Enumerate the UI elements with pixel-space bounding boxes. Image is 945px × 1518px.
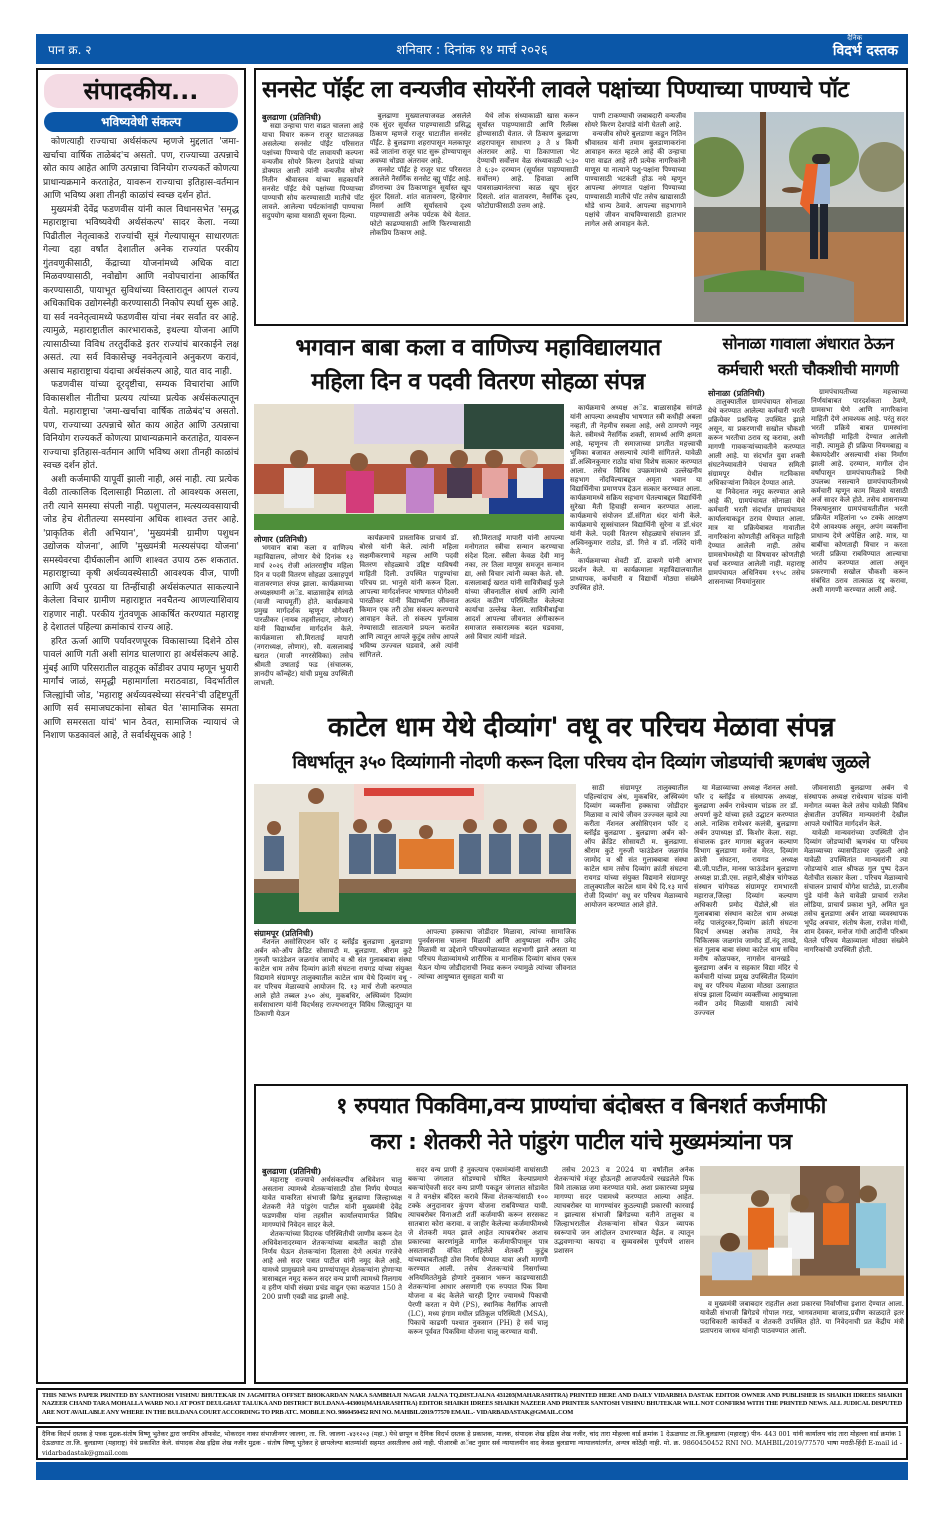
article-katel-lower-columns bbox=[254, 928, 576, 1078]
headline-college-line2: महिला दिन व पदवी वितरण सोहळा संपन्न bbox=[311, 369, 645, 395]
paragraph: सद्या उन्हाचा पारा वाढत चालला आहे याचा विचार करून राजूर घाटाजवळ असलेल्या सनसेट पॉईंट परिसरात पक्षांच्या पिण्याचे पॉट लावायची कल्पना वन्यजीव सोयरे किरण देशपांडे यांच्या डोक्यात आली त्यांनी वन्यजीव सोयरे नितीन श्रीवास्तव यांच्या सहकार्याने सनसेट पॉईंट येथे पक्षांच्या पिण्याच्या पाण्याची सोय करण्यासाठी मातीचे पॉट लावले. आलेल्या पर्यटकांनाही पाण्याचा सदुपयोग व्हावा यासाठी सूचना दिल्या. bbox=[262, 122, 364, 220]
article-farmers-columns bbox=[262, 1166, 694, 1380]
paragraph: आपल्या हक्काचा जोडीदार मिळावा, त्यांच्या सामाजिक पुनर्वसनास चालना मिळावी आणि आयुष्याला नवीन उमेद मिळावी या उद्देशाने परिचयमेळाव्यात सहभागी झाले असता या परिचय मेळाव्यांमध्ये शारीरिक व मानसिक दिव्यांग बांधव एकत्र येऊन योग्य जोडीदाराची निवड करून ज्यामुळे त्यांच्या जीवनात त्यांच्या आयुष्यात सुसहता यावी या bbox=[418, 928, 576, 981]
editorial-paragraph: कोणत्याही राज्याचा अर्थसंकल्प म्हणजे मुद्दलात 'जमा-खर्चाचा वार्षिक ताळेबंद'च असतो. पण, राज्याच्या उत्पन्नाचे स्रोत काय आहेत आणि उत्पन्नाचा विनियोग राज्यकर्ते कोणत्या प्राधान्यक्रमाने करताहेत, यावरून राज्याचा इतिहास-वर्तमान आणि भविष्य अशा तीनही काळांचं स्वच्छ दर्शन होतं. bbox=[43, 137, 239, 201]
paragraph: येथे लोक संध्याकाळी खास करून सूर्यास्त पाहण्यासाठी आणि रिलॅक्स होण्यासाठी येतात. जे ठिकाण बुलढाणा शहरापासून साधारण ३ ते ४ किमी अंतरावर आहे. या ठिकाणाला भेट देण्याची सर्वोत्तम वेळ संध्याकाळी ५:३० ते ६:३० दरम्यान (सूर्यास्त पाहण्यासाठी सर्वोत्तम) आहे. हिवाळा आणि पावसाळ्यानंतरचा काळ खूप सुंदर दिसतो. शांत वातावरण, नैसर्गिक दृश्य, फोटोग्राफीसाठी उत्तम आहे. bbox=[477, 112, 579, 210]
paragraph: नॅशनल असोसिएशन फॉर द ब्लॉईंड बुलढाणा .बुलडाणा अर्बन को-ऑप क्रेडिट सोसायटी म. बुलडाणा. श्रीराम कुटे गुरुजी फाउंडेशन जळगांव जामोद व श्री संत गुलाबबाबा संस्था काटेल धाम तसेच दिव्यांग क्रांती संघटना रायगड यांच्या संयुक्त विद्यमाने संग्रामपूर तालुक्यातील काटेल धाम येथे दिव्यांग वधू - वर परिचय मेळाव्याचे आयोजन दि. १३ मार्च रोजी करण्यात आले होते तब्बल ३५० अंध, मुकबधिर, अस्थिव्यंग दिव्यांग सर्वसाधारण यांनी विदर्भसह राज्यभरातून विविध जिल्ह्यातून या ठिकाणी येऊन bbox=[254, 938, 412, 1018]
headline-sonala-line2: कर्मचारी भरती चौकशीची मागणी bbox=[717, 360, 899, 379]
article-college-columns bbox=[254, 534, 564, 702]
paragraph: पाणी टाकण्याची जबाबदारी वन्यजीव सोयरे किरण देशपांडे यांनी घेतली आहे. bbox=[584, 112, 686, 129]
headline-farmers-line2: करा : शेतकरी नेते पांडुरंग पाटील यांचे मुख्यमंत्र्यांना पत्र bbox=[370, 1130, 792, 1155]
imprint-marathi: दैनिक विदर्भ दस्तक हे पत्रक मुद्रक-संतोष विष्णू भुतेकर द्वारा जगमित्र ऑफसेट, भोकरदन नाका संभाजीनगर जालना, ता. जि. जालना -४३१२०३ (महा.) येथे छापून व दैनिक विदर्भ दस्तक हे प्रकाशक, मालक, संपादक शेख इद्रिस शेख नजीर, चांद तारा मोहल्ला वार्ड क्रमांक 1 देऊळघाट ता.जि.बुलडाणा (महाराष्ट्र) पीन- 443 001 यांनी कार्यालय चांद तारा मोहल्ला वार्ड क्रमांक 1 देऊळघाट ता.जि. बुलडाणा (महाराष्ट्र) येथे प्रकाशित केले. संपादक शेख इद्रिस शेख नजीर मुद्रक - संतोष विष्णू भुतेकर हे छापलेल्या बातम्यांशी सहमत असतीलच असे नाही. पीआरबी अॅक्ट नुसार सर्व न्यायालयीन वाद केवळ बुलडाणा न्यायालयांतर्गत, अन्यत्र कोठेही नाही. मो. क्र. 9860450452 RNI NO. MAHBIL/2019/77570 भाषा मराठी-हिंदी E-mail id - vidarbadastak@gmail.com bbox=[36, 1426, 908, 1460]
photo-sunset-man-pouring-water bbox=[694, 112, 904, 322]
newspaper-page bbox=[36, 34, 908, 1492]
paragraph: यावेळी मान्यवरांच्या उपस्थिती दोन दिव्यांग जोडप्यांची ऋणबंध या परिचय मेळाव्याच्या व्यासपीठावर जुळली आहे यावेळी उपस्थितांत मान्यवरांनी त्या जोडप्यांचे शाल श्रीफळ गुल पुष्प देऊन येतोचीत सत्कार केला . परिचय मेळाव्याचे संचालन प्राचार्य योगेश घाटोळे, प्रा.राजीव पुंडे यांनी केले यावेळी प्राचार्य राजेश लोडिया, प्राचार्य प्रकाश भुते, अमित धुत तसेच बुलडाणा अर्बन शाखा व्यवस्थापक भूपेंद्र अवचार, संतोष केला, राजेश गांधी, शाम देवकर, मनोज गांधी आदींनी परिश्रम घेतले परिचय मेळाव्याला मोठ्या संख्येने नागरिकांची उपस्थिती होती. bbox=[804, 829, 908, 954]
editorial-paragraph: अशी कर्जमाफी यापूर्वी झाली नाही, असं नाही. त्या प्रत्येक वेळी तात्कालिक दिलासाही मिळाला. तो आवश्यक असला, तरी त्याने समस्या संपली नाही. पशुपालन, मत्स्यव्यवसायाची जोड हेच शेतीतल्या समस्यांना अधिक शाश्वत उत्तर आहे. 'प्राकृतिक शेती अभियान', 'मुख्यमंत्री ग्रामीण पशुधन उद्योजक योजना', आणि 'मुख्यमंत्री मत्स्यसंपदा योजना' समस्येवरचा दीर्घकालीन आणि शाश्वत उपाय ठरू शकतात. महाराष्ट्राच्या कृषी अर्थव्यवस्थेसाठी आवश्यक वीज, पाणी आणि अर्थ पुरवठा या तिन्हींचाही अर्थसंकल्पात साकल्याने केलेला विचार ग्रामीण महाराष्ट्रात नवचैतन्य आणल्याशिवाय राहणार नाही. परकीय गुंतवणूक आकर्षित करण्यात महाराष्ट्र हे देशातलं पहिल्या क्रमांकाचं राज्य आहे. bbox=[43, 474, 239, 633]
paragraph: या निवेदनात नमूद करण्यात आले आहे की, ग्रामपंचायत सोनाळा येथे कर्मचारी भरती संदर्भात ग्रामपंचायत कार्यालयाकडून ठराव घेण्यात आला. मात्र या प्रक्रियेबाबत गावातील नागरिकांना कोणतीही अधिकृत माहिती देण्यात आलेली नाही. तसेच ग्रामसभेमध्येही या विषयावर कोणतीही चर्चा करण्यात आलेली नाही. महाराष्ट्र ग्रामपंचायत अधिनियम १९५८ तसेच शासनाच्या नियमांनुसार bbox=[708, 488, 805, 586]
issue-date: शनिवार : दिनांक १४ मार्च २०२६ bbox=[396, 43, 548, 58]
headline-college-line1: भगवान बाबा कला व वाणिज्य महाविद्यालयात bbox=[295, 335, 661, 361]
editorial-body bbox=[43, 136, 239, 1378]
headline-katel: काटेल धाम येथे दीव्यांग' वधू वर परिचय मेळावा संपन्न bbox=[327, 712, 835, 743]
headline-sonala-line1: सोनाळा गावाला अंधारात ठेऊन bbox=[722, 334, 894, 353]
article-sonala-columns bbox=[708, 388, 908, 702]
dateline: सोनाळा (प्रतिनिधी) bbox=[708, 388, 766, 398]
paragraph: कार्यक्रमाचे प्रास्ताविक प्राचार्य डॉ. बोरसे यांनी केले. त्यांनी महिला सक्षमीकरणाचे महत्त्व आणि पदवी वितरण सोहळ्याचे उद्दिष्ट याविषयी माहिती दिली. उपस्थित पाहुण्यांचा परिचय प्रा. भानुसे यांनी करून दिला. आपल्या मार्गदर्शनपर भाषणात योगेश्वरी पारळीकर यांनी विद्यार्थ्यांना जीवनात किमान एक तरी ठोस संकल्प करण्याचे आवाहन केले. तो संकल्प पूर्णत्वास नेण्यासाठी सातत्याने प्रयत्न करावेत आणि त्यातून आपले कुटुंब तसेच आपले भविष्य उज्ज्वल घडवावे, असे त्यांनी सांगितले. bbox=[359, 534, 459, 659]
paragraph: तालुक्यातील ग्रामपंचायत सोनाळा येथे करण्यात आलेल्या कर्मचारी भरती प्रक्रियेवर प्रश्नचिन्ह उपस्थित झाले असून, या प्रकरणाची सखोल चौकशी करून भरतीचा ठराव रद्द करावा, अशी मागणी गावकऱ्यांच्यावतीने करण्यात आली आहे. या संदर्भात युवा शक्ती संघटनेच्यावतीने पंचायत समिती संग्रामपूर येथील गटविकास अधिकाऱ्यांना निवेदन देण्यात आले. bbox=[708, 398, 805, 487]
brand-name: विदर्भ दस्तक bbox=[832, 43, 898, 59]
photo-farmers-memorandum-handover bbox=[700, 1166, 904, 1296]
headline-farmers-line1: १ रुपयात पिकविमा,वन्य प्राण्यांचा बंदोबस्त व बिनशर्त कर्जमाफी bbox=[336, 1094, 826, 1119]
editorial-box bbox=[36, 68, 246, 1384]
editorial-title: संपादकीय... bbox=[44, 74, 238, 108]
paragraph: व मुख्यमंत्री जबाबदार राहतील अशा प्रकारचा निर्वाणीचा इशारा देण्यात आला. यावेळी संभाजी ब्रिगेडचे गोपाल गरड, भागवतमामा बाजाड,प्रवीण काळदाते इतर पदाधिकारी कार्यकर्ते व शेतकरी उपस्थित होते. या निवेदनाची प्रत केंद्रीय मंत्री प्रतापराव जाधव यांनाही पाठवण्यात आली. bbox=[700, 1300, 904, 1335]
brand-logo bbox=[833, 35, 898, 58]
article-college bbox=[254, 330, 702, 704]
paragraph: सदर वन्य प्राणी हे नुकत्याच एकामंत्र्यांनी वाघांसाठी बकऱ्या जंगलात सोडण्याचे घोषित केल्याप्रमाणे बकऱ्यांऐवजी सदर वन्य प्राणी पकडून जंगलात सोडावेत व ते वनक्षेत्र बंदिस्त करावे किंवा शेतकऱ्यांसाठी १०० टक्के अनुदानावर कुंपण योजना राबविण्यात यावी. त्याचबरोबर विनाअटी शर्ती कर्जमाफी करून सरसकट सातबारा कोरा करावा. व जाहीर केलेल्या कर्जमाफीमध्ये जे शेतकरी मयत झाले आहेत त्याचबरोबर अशाच प्रकारच्या कारणांमुळे मागील कर्जमाफीपासून पात्र असतानाही वंचित राहिलेले शेतकरी कुटुंब यांच्याबाबतीतही ठोस निर्णय घेण्यात यावा अशी मागणी करण्यात आली. तसेच शेतकऱ्यांचे निसर्गाच्या अनियमिततेमुळे होणारे नुकसान भरून काढण्यासाठी शेतकऱ्यांना आधार असणारी एक रुपयात पिक विमा योजना व बंद केलेले चारही ट्रिगर ज्यामध्ये पिकाची पेरणी करता न येणे (PS), स्थानिक नैसर्गिक आपत्ती (LC), मध्य हंगाम मधील प्रतिकूल परिस्थिती (MSA), पिकाचे काढणी पश्चात नुकसान (PH) हे सर्व चालू करून पूर्ववत पिकविमा योजना चालू करण्यात यावी. bbox=[408, 1166, 548, 1336]
paragraph: जीवनासाठी बुलढाणा अर्बन चे संस्थापक अध्यक्ष राधेश्याम चांडक यांनी मनोगत व्यक्त केले तसेच यावेळी विविध क्षेत्रातील उपस्थित मान्यवरांनी देखील आपले यथोचित मार्गदर्शन केले. bbox=[804, 784, 908, 828]
paragraph: बुलढाणा मुख्यालयाजवळ असलेले एक सुंदर सूर्यास्त पाहण्यासाठी प्रसिद्ध ठिकाण म्हणजे राजूर घाटातील सनसेट पॉईंट. हे बुलढाणा शहरापासून मलकापूर कडे जातांना राजूर घाट सुरू होण्यापासून अवघ्या थोड्या अंतरावर आहे. bbox=[369, 112, 471, 165]
editorial-paragraph: मुख्यमंत्री देवेंद्र फडणवीस यांनी काल विधानसभेत 'समृद्ध महाराष्ट्राचा भविष्यवेधी अर्थसंकल्प' सादर केला. नव्या पिढीतील नेतृत्वाकडे राज्यांची सूत्रं गेल्यापासून साधारणतः गेल्या दहा वर्षांत देशातील अनेक राज्यांत परकीय गुंतवणुकीसाठी, केंद्राच्या योजनांमध्ये अधिक वाटा मिळवण्यासाठी, नवोद्योग आणि नवोपचारांना आकर्षित करण्यासाठी, पायाभूत सुविधांच्या विस्तारातून आपलं राज्य अधिकाधिक उद्योगस्नेही करण्यासाठी निकोप स्पर्धा सुरू आहे. या सर्व नवनेतृत्वामध्ये फडणवीस यांचा नंबर सर्वांत वर आहे. त्यामुळे, महाराष्ट्रातील कारभाराकडे, इथल्या योजना आणि त्यासाठीच्या विविध तरतुदींकडे इतर राज्यांचं बारकाईने लक्ष असतं. त्या सर्व विकासेच्छु नवनेतृत्वाने अनुकरण करावं, असाच महाराष्ट्राचा यंदाचा अर्थसंकल्प आहे, यात वाद नाही. bbox=[43, 204, 239, 377]
brand-small: दैनिक bbox=[847, 34, 862, 42]
article-sunset-columns bbox=[262, 112, 686, 322]
paragraph: सौ.मिराताई मापारी यांनी आपल्या मनोगतात स्त्रीचा सन्मान करण्याचा संदेश दिला. स्त्रीला केवळ देवी मानू नका, तर तिला माणूस समजून सन्मान द्या, असे विचार त्यांनी व्यक्त केले. सौ. वत्सलाबाई खरात यांनी सावित्रीबाई फुले यांच्या जीवनातील संघर्ष आणि त्यांनी अत्यंत कठीण परिस्थितीत केलेल्या कार्याचा उल्लेख केला. सावित्रीबाईंचा आदर्श आपल्या जीवनात अंगीकारून समाजात सकारात्मक बदल घडवावा, असे विचार त्यांनी मांडले. bbox=[464, 534, 564, 641]
masthead-bar bbox=[36, 34, 908, 64]
paragraph: तसेच 2023 व 2024 या वर्षांतील अनेक शेतकऱ्यांचे मंजूर होऊनही आजपर्यंतचे रखडलेले पिक विमे तात्काळ जमा करण्यात यावे. अशा प्रकारच्या प्रमुख मागण्या सदर पत्रामध्ये करण्यात आल्या आहेत. त्याचबरोबर या मागण्यांवर कुठल्याही प्रकारची कारवाई न झाल्यास संभाजी ब्रिगेडच्या वतीने तालुका व जिल्हाभरातील शेतकऱ्यांना सोबत घेऊन व्यापक स्वरूपाचे जन आंदोलन उभारण्यात येईल. व त्यातून उद्भवणाऱ्या कायदा व सुव्यवस्थेस पूर्णपणे शासन प्रशासन bbox=[554, 1166, 694, 1255]
editorial-subtitle: भविष्यवेधी संकल्प bbox=[44, 112, 238, 132]
article-college-column4 bbox=[570, 404, 702, 702]
dateline: बुलढाणा (प्रतिनिधी) bbox=[262, 112, 322, 122]
article-katel bbox=[254, 708, 908, 1080]
article-sonala bbox=[708, 330, 908, 704]
dateline: संग्रामपूर (प्रतिनिधी) bbox=[254, 928, 314, 938]
paragraph: महाराष्ट्र राज्याचे अर्थसंकल्पीय अधिवेशन चालू असताना त्यामध्ये शेतकऱ्यांसाठी ठोस निर्णय घेण्यात यावेत याकरिता संभाजी ब्रिगेड बुलढाणा जिल्हाध्यक्ष शेतकरी नेते पांडुरंग पाटील यांनी मुख्यमंत्री देवेंद्र फडणवीस यांना तहसील कार्यालयामार्फत विविध मागण्यांचे निवेदन सादर केले. bbox=[262, 1176, 402, 1229]
paragraph: साठी संग्रामपूर तालुक्यातील पहिल्यांदाच अंध, मुकबधिर, अस्थिव्यंग दिव्यांग व्यक्तींना हक्काचा जोडीदार मिळावा व त्यांचे जीवन उज्ज्वल व्हावे त्या करीता नॅशनल असोसिएशन फॉर द ब्लॉईंड बुलढाणा . बुलढाणा अर्बन को-ऑप क्रेडिट सोसायटी म. बुलढाणा. श्रीराम कुटे गुरुजी फाउंडेशन जळगांव जामोद व श्री संत गुलाबबाबा संस्था काटेल धाम तसेच दिव्यांग क्रांती संघटना रायगड यांच्या संयुक्त विद्यमाने संग्रामपूर तालुक्यातील काटेल धाम येथे दि.१३ मार्च रोजी दिव्यांग' वधू वर परिचय मेळाव्याचे आयोजन करण्यात आले होते. bbox=[584, 784, 688, 909]
photo-katel-parichay-melava-stage bbox=[254, 784, 576, 924]
headline-sunset: सनसेट पॉईंट ला वन्यजीव सोयरेंनी लावले पक्षांच्या पिण्याच्या पाण्याचे पॉट bbox=[262, 77, 849, 103]
page-number: पान क्र. २ bbox=[48, 43, 92, 57]
article-farmers bbox=[254, 1084, 908, 1384]
footer-bar bbox=[36, 1462, 908, 1480]
editorial-paragraph: हरित ऊर्जा आणि पर्यावरणपूरक विकासाच्या दिशेने ठोस पावलं आणि गती अशी सांगड घालणारा हा अर्थसंकल्प आहे. मुंबई आणि परिसरातील वाहतूक कोंडीवर उपाय म्हणून भुयारी मार्गांचं जाळं, समृद्धी महामार्गाला मराठवाडा, विदर्भातील जिल्ह्यांची जोड, 'महाराष्ट्र अर्थव्यवस्थेच्या संरचने'ची उद्दिष्टपूर्ती आणि सर्व समाजघटकांना सोबत घेत 'सामाजिक समता आणि समरसता यांचं' भान ठेवत, सामाजिक न्यायाचं जे निशाण फडकावलं आहे, ते सर्वार्थसूचक आहे ! bbox=[43, 636, 239, 741]
paragraph: कार्यक्रमाच्या शेवटी डॉ. ढाकणे यांनी आभार प्रदर्शन केले. या कार्यक्रमाला महाविद्यालयातील प्राध्यापक, कर्मचारी व विद्यार्थी मोठ्या संख्येने उपस्थित होते. bbox=[570, 557, 702, 592]
article-farmers-right-column bbox=[700, 1300, 904, 1380]
imprint-english: THIS NEWS PAPER PRINTED BY SANTHOSH VISHNU BHUTEKAR IN JAGMITRA OFFSET BHOKARDAN NAKA SAMBHAJI NAGAR JALNA TQ.DIST.JALNA 431203(MAHARASHTRA) PRINTED HERE AND DAILY VIDARBHA DASTAK EDITOR OWNER AND PUBLISHER IS SHAIKH IDREES SHAIKH NAZEER CHAND TARA MOHALLA WARD NO.1 AT POST DEULGHAT TALUKA AND DISTRICT BULDANA-443001(MAHARASHTRA) EDITOR SHAIKH IDREES SHAIKH NAZEER AND PRINTER SANTOSH VISHNU BHUTEKAR WILL NOT CONFIRM WITH THE PRINTED NEWS. ALL JUDICAL DISPUTED ARE NOT AVAILABLE ANY WHERE IN THE BULDANA COURT ACCORDING TO PRB ATC. MOBILE NO. 9860450452 RNI NO. MAHBIL/2019/77570 EMAIL.- VIDARBADASTAK@GMAIL.COM bbox=[36, 1388, 908, 1424]
paragraph: भगवान बाबा कला व वाणिज्य महाविद्यालय, लोणार येथे दिनांक १३ मार्च २०२६ रोजी आंतरराष्ट्रीय महिला दिन व पदवी वितरण सोहळा उत्साहपूर्ण वातावरणात संपन्न झाला. कार्यक्रमाच्या अध्यक्षस्थानी अॅड. बाळासाहेब सांगळे (माजी न्यायमूर्ती) होते. कार्यक्रमाचे प्रमुख मार्गदर्शक म्हणून योगेश्वरी पारळीकर (नायब तहसीलदार, लोणार) यांनी विद्यार्थ्यांना मार्गदर्शन केले. कार्यक्रमाला सौ.मिराताई मापारी (नगराध्यक्ष, लोणार), सौ. वत्सलाबाई खरात (माजी नगरसेविका) तसेच श्रीमती उषाताई फड (संचालक, ज्ञानदीप कॉन्व्हेंट) यांची प्रमुख उपस्थिती लाभली. bbox=[254, 544, 354, 687]
paragraph: शेतकऱ्यांच्या विदारक परिस्थितीची जाणीव करून देत अधिवेशनादरम्यान शेतकऱ्यांच्या बाबतीत काही ठोस निर्णय घेऊन शेतकऱ्यांना दिलासा देणे अत्यंत गरजेचे आहे असे सदर पत्रात पाटील यांनी नमूद केले आहे. यामध्ये प्रामुख्याने वन्य प्राण्यांपासून शेतकऱ्यांना होणाऱ्या त्रासाबद्दल नमूद करून सदर वन्य प्राणी त्यामध्ये निलगाय व हरीण यांची संख्या प्रचंड वाढून एका कळपात 150 ते 200 प्राणी एवढी वाढ झाली आहे. bbox=[262, 1230, 402, 1301]
article-sunset bbox=[254, 68, 908, 326]
dateline: बुलढाणा (प्रतिनिधी) bbox=[262, 1166, 322, 1176]
paragraph: कार्यक्रमाचे अध्यक्ष अॅड. बाळासाहेब सांगळे यांनी आपल्या अध्यक्षीय भाषणात स्त्री कधीही अबला नव्हती, ती नेहमीच सबला आहे, असे ठामपणे नमूद केले. स्त्रीमध्ये नैसर्गिक शक्ती, सामर्थ्य आणि क्षमता आहे, म्हणूनच ती समाजाच्या प्रगतीत महत्त्वाची भूमिका बजावत असल्याचे त्यांनी सांगितले. यावेळी डॉ.अश्विनकुमार राठोड यांचा विशेष सत्कार करण्यात आला. तसेच विविध उपक्रमांमध्ये उल्लेखनीय सहभाग नोंदविल्याबद्दल अमृता भवान या विद्यार्थिनीचा प्रमाणपत्र देऊन सत्कार करण्यात आला. कार्यक्रमामध्ये सक्रिय सहभाग घेतल्याबद्दल विद्यार्थिनी सुरेखा मैती हिचाही सन्मान करण्यात आला. कार्यक्रमाचे संयोजन डॉ.संगिता धंदर यांनी केले. कार्यक्रमाचे सूत्रसंचालन विद्यार्थिनी सुरेना व डॉ.धंदर यांनी केले. पदवी वितरण सोहळ्याचे संचालन डॉ. अश्विनकुमार राठोड, डॉ. गित्ते व डॉ. नलिंदे यांनी केले. bbox=[570, 404, 702, 556]
paragraph: ग्रामपंचायतीच्या महत्त्वाच्या निर्णयांबाबत पारदर्शकता ठेवणे, ग्रामसभा घेणे आणि नागरिकांना माहिती देणे आवश्यक आहे. परंतु सदर भरती प्रक्रिये बाबत ग्रामस्थांना कोणतीही माहिती देण्यात आलेली नाही. त्यामुळे ही प्रक्रिया नियमबाह्य व बेकायदेशीर असल्याची शंका निर्माण झाली आहे. दरम्यान, मागील दोन वर्षांपासून ग्रामपंचायतीकडे निधी उपलब्ध नसल्याने ग्रामपंचायतीमध्ये कर्मचारी म्हणून काम मिळावे यासाठी अर्ज सादर केले होते. तसेच शासनाच्या निकषानुसार ग्रामपंचायतीतील भरती प्रक्रियेत महिलांना ५० टक्के आरक्षण देणे आवश्यक असून, अपंग व्यक्तींना प्राधान्य देणे अपेक्षित आहे. मात्र, या बाबींचा कोणताही विचार न करता भरती प्रक्रिया राबविण्यात आल्याचा आरोप करण्यात आला असून प्रकरणाची सखोल चौकशी करून संबंधित ठराव तात्काळ रद्द करावा, अशी मागणी करण्यात आली आहे. bbox=[811, 388, 908, 594]
paragraph: या मेळाव्याच्या अध्यक्ष नॅशनल असो. फॉर द ब्लॉईंड व संस्थापक अध्यक्ष, बुलढाणा अर्बन राधेश्याम चांडक तर डॉ. अपर्णा कुटे यांच्या हस्ते उद्घाटन करण्यात आले. नाशिक रामेश्वर कलंत्री, बुलढाणा अर्बन उपाध्यक्ष डॉ. किशोर केला. सहा. संचालक इतर मागास बहुजन कल्याण विभाग बुलडाणा मनोज मेरत, दिव्यांग क्रांती संघटना, रायगड अध्यक्ष बी.जी.पाटील, मानस फाऊंडेशन बुलडाणा अध्यक्ष प्रा.डी.एस. लहाने,श्रीक्षेत्र चांगेफळ संस्थान चांगेफळ संग्रामपूर रामभारती महाराज,जिल्हा दिव्यांग कल्याण अधिकारी प्रमोद येंडोले,श्री संत गुलाबबाबा संस्थान काटेल धाम अध्यक्ष नरेंद्र पालंदुरकर,दिव्यांग क्रांती संघटना विदर्भ अध्यक्ष अशोक तायडे, नेत्र चिकित्सक जळगांव जामोद डॉ.नंदू तायडे, संत गुलाब बाबा संस्था काटेल धाम सचिव मनीष कोळपकर, नागसेन वानखडे , बुलडाणा अर्बन व सहकार विद्या मंदिर चे कर्मचारी यांच्या प्रमुख उपस्थितीत दिव्यांग वधू वर परिचय मेळावा मोठ्या उत्साहात संपन्न झाला दिव्यांग व्यक्तींच्या आयुष्याला नवीन उमेद मिळावी यासाठी त्यांचे उज्ज्वल bbox=[694, 784, 798, 1017]
subheadline-katel: विधर्भातून ३५० दिव्यांगानी नोदणी करून दिला परिचय दोन दिव्यांग जोडप्यांची ऋणबंध जुळले bbox=[292, 752, 870, 773]
paragraph: सनसेट पॉईंट हे राजूर घाट परिसरात असलेले नैसर्गिक सनसेट व्ह्यू पॉईंट आहे. डोंगराच्या उंच ठिकाणाहून सूर्यास्त खूप सुंदर दिसतो. शांत वातावरण, हिरवेगार निसर्ग आणि सूर्यास्ताचे दृश्य पाहण्यासाठी अनेक पर्यटक येथे येतात. फोटो काढण्यासाठी आणि फिरण्यासाठी लोकप्रिय ठिकाण आहे. bbox=[369, 166, 471, 237]
photo-college-event-stage bbox=[254, 404, 564, 530]
dateline: लोणार (प्रतिनिधी) bbox=[254, 534, 308, 544]
editorial-paragraph: फडणवीस यांच्या दूरदृष्टीचा, सम्यक विचारांचा आणि विकासशील नीतीचा प्रत्यय त्यांच्या प्रत्येक अर्थसंकल्पातून येतो. महाराष्ट्राचा 'जमा-खर्चाचा वार्षिक ताळेबंद'च असतो. पण, राज्याच्या उत्पन्नाचे स्रोत काय आहेत आणि उत्पन्नाचा विनियोग राज्यकर्ते कोणत्या प्राधान्यक्रमाने करताहेत, यावरून राज्याचा इतिहास-वर्तमान आणि भविष्य अशा तीनही काळांचं स्वच्छ दर्शन होतं. bbox=[43, 380, 239, 471]
paragraph: वन्यजीव सोयरे बुलडाणा कडून नितिन श्रीवास्तव यांनी तमाम बुलडाणाकरांना आवाहन करत म्हटले आहे की उन्हाचा पारा वाढत आहे तरी प्रत्येक नागरिकांनी माणूस या नात्याने पशु-पक्षांना पिण्याच्या पाण्यासाठी भटकंती होऊ नये म्हणून आपल्या अंगणात पक्षांना पिण्याच्या पाण्यासाठी मातीचे पॉट तसेच खाद्यासाठी थोडे धान्य ठेवावे. आपल्या सहभागाने पक्षांचे जीवन वाचविण्यासाठी हातभार लागेल असे आवाहन केले. bbox=[584, 130, 686, 228]
article-katel-right-columns bbox=[584, 784, 908, 1078]
